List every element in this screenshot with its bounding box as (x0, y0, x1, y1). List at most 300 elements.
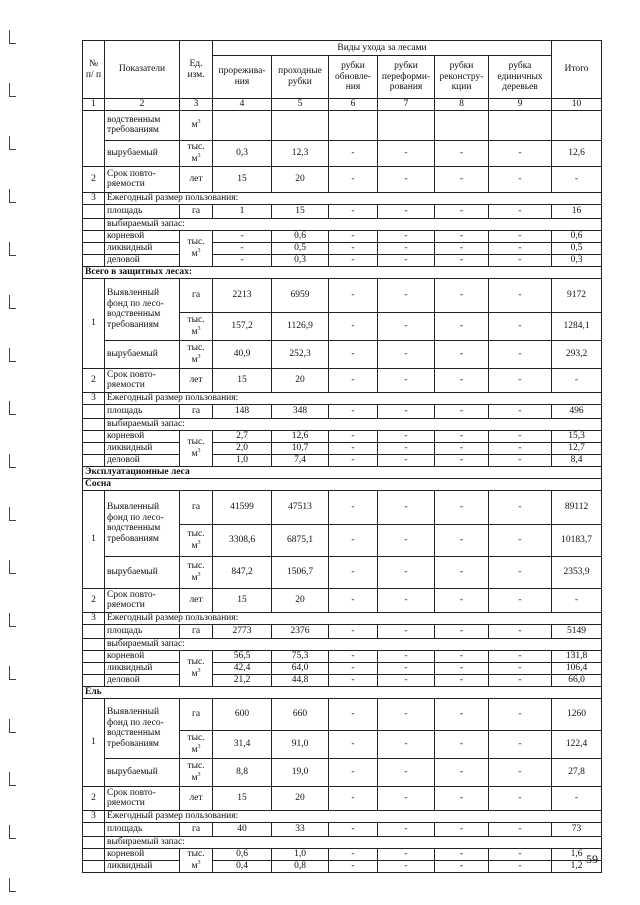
value-cell: - (489, 524, 552, 556)
empty-cell (83, 254, 105, 266)
section-title: Всего в защитных лесах: (83, 266, 602, 278)
binding-tick (9, 825, 16, 839)
value-cell: - (435, 556, 489, 588)
unit-text: тыс. м (187, 141, 205, 164)
unit-superscript: 3 (197, 325, 201, 332)
unit-cell: лет (180, 166, 213, 192)
value-cell: - (435, 662, 489, 674)
row-number: 2 (83, 588, 105, 612)
unit-superscript: 3 (197, 152, 201, 159)
value-cell: - (329, 442, 378, 454)
annual-usage-row (83, 392, 602, 404)
fund-row (83, 698, 602, 730)
unit-cell: лет (180, 588, 213, 612)
empty-cell (83, 430, 105, 442)
stock-label: выбираемый запас: (105, 218, 602, 230)
index-cell: 6 (329, 99, 378, 111)
total-cell: 89112 (552, 490, 602, 524)
total-cell: 5149 (552, 624, 602, 638)
value-cell: - (378, 624, 435, 638)
value-cell: - (378, 404, 435, 418)
indicator-label: площадь (105, 822, 180, 836)
value-cell: - (489, 254, 552, 266)
value-cell: 8,8 (213, 758, 272, 786)
row-number: 1 (83, 490, 105, 588)
unit-superscript: 3 (197, 771, 201, 778)
empty-cell (83, 848, 105, 860)
index-cell: 10 (552, 99, 602, 111)
total-cell: - (552, 588, 602, 612)
value-cell: - (489, 822, 552, 836)
unit-text: тыс. м (187, 760, 205, 783)
value-cell: - (329, 242, 378, 254)
volume-row (83, 662, 602, 674)
indicator-label: Срок повто-ряемости (105, 368, 180, 392)
binding-tick (9, 507, 16, 521)
unit-cell: лет (180, 786, 213, 810)
value-cell: - (329, 758, 378, 786)
value-cell: - (378, 588, 435, 612)
indicator-label: ликвидный (105, 860, 180, 872)
col-unit-header: Ед. изм. (180, 41, 213, 99)
value-cell: 12,3 (272, 140, 329, 166)
total-cell: 1260 (552, 698, 602, 730)
binding-tick (9, 189, 16, 203)
value-cell: - (329, 278, 378, 312)
binding-tick (9, 878, 16, 892)
value-cell: - (378, 758, 435, 786)
unit-cell (180, 430, 213, 466)
row-number (83, 110, 105, 166)
value-cell: - (329, 730, 378, 758)
indicator-label: Срок повто-ряемости (105, 588, 180, 612)
unit-superscript: 3 (197, 571, 201, 578)
value-cell: - (378, 650, 435, 662)
value-cell: - (435, 786, 489, 810)
unit-superscript: 3 (197, 247, 201, 254)
total-cell: 1,6 (552, 848, 602, 860)
indicator-row (83, 166, 602, 192)
unit-text: тыс. м (187, 848, 205, 871)
indicator-label: Выявленный фонд по лесо-водственным требованиям (105, 490, 180, 556)
value-cell: 42,4 (213, 662, 272, 674)
value-cell: - (435, 588, 489, 612)
indicator-label: корневой (105, 848, 180, 860)
volume-row (83, 674, 602, 686)
total-cell: 66,0 (552, 674, 602, 686)
row-number: 2 (83, 368, 105, 392)
stock-row (83, 218, 602, 230)
stock-row (83, 638, 602, 650)
value-cell: - (378, 140, 435, 166)
section-title: Сосна (83, 478, 602, 490)
index-cell: 1 (83, 99, 105, 111)
fund-row (83, 758, 602, 786)
value-cell: - (378, 674, 435, 686)
value-cell: - (378, 442, 435, 454)
fund-row (83, 340, 602, 368)
unit-text: тыс. м (187, 656, 205, 679)
value-cell: 31,4 (213, 730, 272, 758)
value-cell: - (435, 204, 489, 218)
binding-tick (9, 454, 16, 468)
value-cell: 2376 (272, 624, 329, 638)
value-cell: 47513 (272, 490, 329, 524)
area-row (83, 204, 602, 218)
value-cell: - (489, 490, 552, 524)
indicator-label: ликвидный (105, 242, 180, 254)
indicator-label: вырубаемый (105, 340, 180, 368)
value-cell: - (435, 758, 489, 786)
value-cell: - (329, 860, 378, 872)
value-cell: - (489, 662, 552, 674)
value-cell: - (378, 430, 435, 442)
binding-tick (9, 348, 16, 362)
value-cell: 1506,7 (272, 556, 329, 588)
total-cell: - (552, 786, 602, 810)
value-cell: - (489, 758, 552, 786)
unit-cell (180, 758, 213, 786)
index-cell: 4 (213, 99, 272, 111)
unit-text: тыс. м (187, 528, 205, 551)
value-cell: - (378, 368, 435, 392)
value-cell: 15 (213, 166, 272, 192)
value-cell: 20 (272, 588, 329, 612)
indicator-label: корневой (105, 230, 180, 242)
unit-cell: лет (180, 368, 213, 392)
value-cell: - (213, 230, 272, 242)
unit-cell (180, 650, 213, 686)
binding-tick (9, 295, 16, 309)
value-cell: 15 (213, 368, 272, 392)
total-cell: 1284,1 (552, 312, 602, 340)
annual-usage-label: Ежегодный размер пользования: (105, 810, 602, 822)
row-number: 3 (83, 392, 105, 404)
value-cell: - (378, 730, 435, 758)
value-cell: 40,9 (213, 340, 272, 368)
indicator-row (83, 110, 602, 140)
empty-cell (83, 404, 105, 418)
indicator-label: деловой (105, 254, 180, 266)
value-cell: 148 (213, 404, 272, 418)
value-cell: - (378, 786, 435, 810)
empty-cell (83, 674, 105, 686)
value-cell: - (489, 848, 552, 860)
value-cell: 2213 (213, 278, 272, 312)
unit-cell (180, 556, 213, 588)
value-cell: 0,3 (272, 254, 329, 266)
binding-tick (9, 136, 16, 150)
value-cell: - (435, 674, 489, 686)
value-cell: - (489, 674, 552, 686)
value-cell: - (435, 490, 489, 524)
value-cell: - (329, 254, 378, 266)
unit-cell: га (180, 204, 213, 218)
value-cell: - (489, 204, 552, 218)
value-cell: - (435, 848, 489, 860)
binding-tick (9, 83, 16, 97)
value-cell: 3308,6 (213, 524, 272, 556)
binding-tick (9, 401, 16, 415)
index-cell: 5 (272, 99, 329, 111)
indicator-label: вырубаемый (105, 140, 180, 166)
value-cell: - (435, 140, 489, 166)
row-number: 1 (83, 698, 105, 786)
value-cell: - (329, 674, 378, 686)
value-cell: - (435, 404, 489, 418)
area-row (83, 404, 602, 418)
value-cell: - (329, 140, 378, 166)
value-cell: 7,4 (272, 454, 329, 466)
unit-cell (180, 312, 213, 340)
value-cell: - (378, 340, 435, 368)
value-cell: - (489, 624, 552, 638)
value-cell: - (489, 368, 552, 392)
value-cell: - (378, 524, 435, 556)
volume-row (83, 848, 602, 860)
row-number: 3 (83, 612, 105, 624)
value-cell: - (489, 556, 552, 588)
col-total-header: Итого (552, 41, 602, 99)
value-cell: - (435, 730, 489, 758)
value-cell: - (435, 230, 489, 242)
unit-superscript: 3 (197, 353, 201, 360)
unit-superscript: 3 (197, 667, 201, 674)
unit-cell (180, 110, 213, 140)
value-cell: - (329, 698, 378, 730)
unit-cell (180, 140, 213, 166)
empty-cell (83, 650, 105, 662)
value-cell: - (329, 662, 378, 674)
indicator-label: Срок повто-ряемости (105, 786, 180, 810)
value-cell: 20 (272, 368, 329, 392)
table-body (83, 99, 602, 873)
indicator-label: Срок повто-ряемости (105, 166, 180, 192)
value-cell: 847,2 (213, 556, 272, 588)
value-cell: 0,6 (213, 848, 272, 860)
value-cell: - (489, 730, 552, 758)
value-cell: - (329, 624, 378, 638)
value-cell: 1126,9 (272, 312, 329, 340)
unit-text: тыс. м (187, 314, 205, 337)
value-cell: - (489, 442, 552, 454)
indicator-label: Выявленный фонд по лесо-водственным требованиям (105, 278, 180, 340)
col-reconstruction-header: рубки реконстру-кции (435, 56, 489, 99)
col-reformation-header: рубки переформи-рования (378, 56, 435, 99)
empty-cell (83, 822, 105, 836)
indicator-label: ликвидный (105, 442, 180, 454)
value-cell: - (329, 490, 378, 524)
total-cell: 8,4 (552, 454, 602, 466)
value-cell: - (329, 556, 378, 588)
value-cell: - (329, 848, 378, 860)
value-cell: 20 (272, 166, 329, 192)
value-cell: 20 (272, 786, 329, 810)
total-cell: 0,3 (552, 254, 602, 266)
value-cell: - (489, 242, 552, 254)
value-cell (435, 110, 489, 140)
unit-text: тыс. м (187, 342, 205, 365)
value-cell: 348 (272, 404, 329, 418)
value-cell: - (435, 312, 489, 340)
total-cell: - (552, 166, 602, 192)
stock-label: выбираемый запас: (105, 638, 602, 650)
empty-cell (83, 442, 105, 454)
indicator-label: деловой (105, 454, 180, 466)
value-cell: - (329, 166, 378, 192)
value-cell: - (213, 254, 272, 266)
value-cell: 0,6 (272, 230, 329, 242)
value-cell: 19,0 (272, 758, 329, 786)
value-cell: - (489, 404, 552, 418)
empty-cell (83, 242, 105, 254)
row-number: 3 (83, 192, 105, 204)
col-passage-header: проходные рубки (272, 56, 329, 99)
value-cell: - (489, 312, 552, 340)
value-cell: 21,2 (213, 674, 272, 686)
value-cell: - (435, 524, 489, 556)
value-cell: - (329, 588, 378, 612)
volume-row (83, 442, 602, 454)
value-cell: - (489, 588, 552, 612)
value-cell: 252,3 (272, 340, 329, 368)
value-cell: - (378, 698, 435, 730)
total-cell: 10183,7 (552, 524, 602, 556)
column-index-row (83, 99, 602, 111)
value-cell: 6959 (272, 278, 329, 312)
indicator-label: ликвидный (105, 662, 180, 674)
value-cell: - (329, 650, 378, 662)
value-cell: 1 (213, 204, 272, 218)
indicator-label: вырубаемый (105, 556, 180, 588)
unit-cell (180, 230, 213, 266)
value-cell: 44,8 (272, 674, 329, 686)
unit-text: тыс. м (187, 236, 205, 259)
value-cell: - (329, 204, 378, 218)
value-cell: 75,3 (272, 650, 329, 662)
col-renewal-header: рубки обновле-ния (329, 56, 378, 99)
empty-cell (83, 418, 105, 430)
binding-tick (9, 560, 16, 574)
total-cell: 12,6 (552, 140, 602, 166)
value-cell: 33 (272, 822, 329, 836)
value-cell: 64,0 (272, 662, 329, 674)
indicator-label: водственным требованиям (105, 110, 180, 140)
unit-cell: га (180, 278, 213, 312)
unit-cell: га (180, 698, 213, 730)
area-row (83, 624, 602, 638)
total-cell: 73 (552, 822, 602, 836)
value-cell: - (378, 278, 435, 312)
value-cell: - (378, 312, 435, 340)
value-cell: - (378, 556, 435, 588)
row-number: 2 (83, 166, 105, 192)
index-cell: 2 (105, 99, 180, 111)
index-cell: 7 (378, 99, 435, 111)
value-cell: - (378, 490, 435, 524)
value-cell: - (435, 454, 489, 466)
stock-label: выбираемый запас: (105, 836, 602, 848)
volume-row (83, 430, 602, 442)
unit-superscript: 3 (197, 743, 201, 750)
total-cell: 12,7 (552, 442, 602, 454)
total-cell: 122,4 (552, 730, 602, 758)
total-cell: 106,4 (552, 662, 602, 674)
unit-superscript: 3 (197, 539, 201, 546)
value-cell: - (329, 312, 378, 340)
value-cell: - (489, 340, 552, 368)
annual-usage-row (83, 810, 602, 822)
empty-cell (83, 204, 105, 218)
value-cell (213, 110, 272, 140)
row-number: 3 (83, 810, 105, 822)
col-single-trees-header: рубка единичных деревьев (489, 56, 552, 99)
total-cell: 131,8 (552, 650, 602, 662)
value-cell (489, 110, 552, 140)
value-cell: - (435, 822, 489, 836)
value-cell: - (489, 698, 552, 730)
value-cell: - (489, 230, 552, 242)
empty-cell (83, 638, 105, 650)
forest-care-table (82, 40, 602, 873)
total-cell: 15,3 (552, 430, 602, 442)
unit-cell: га (180, 404, 213, 418)
col-num-header: № п/ п (83, 41, 105, 99)
unit-superscript: 3 (197, 447, 201, 454)
value-cell: - (378, 242, 435, 254)
value-cell: 15 (272, 204, 329, 218)
value-cell: - (489, 140, 552, 166)
value-cell: 1,0 (213, 454, 272, 466)
total-cell: 293,2 (552, 340, 602, 368)
value-cell: - (329, 368, 378, 392)
value-cell: 2,0 (213, 442, 272, 454)
section-row (83, 266, 602, 278)
indicator-label: площадь (105, 404, 180, 418)
stock-row (83, 836, 602, 848)
unit-cell: га (180, 624, 213, 638)
value-cell: 0,4 (213, 860, 272, 872)
index-cell: 8 (435, 99, 489, 111)
value-cell: - (489, 166, 552, 192)
value-cell: 0,8 (272, 860, 329, 872)
unit-text: тыс. м (187, 436, 205, 459)
indicator-label: корневой (105, 650, 180, 662)
value-cell: 157,2 (213, 312, 272, 340)
value-cell: - (329, 230, 378, 242)
stock-label: выбираемый запас: (105, 418, 602, 430)
volume-row (83, 254, 602, 266)
row-number: 1 (83, 278, 105, 368)
value-cell: 41599 (213, 490, 272, 524)
volume-row (83, 454, 602, 466)
empty-cell (83, 454, 105, 466)
value-cell: - (329, 430, 378, 442)
annual-usage-label: Ежегодный размер пользования: (105, 192, 602, 204)
total-cell: 0,6 (552, 230, 602, 242)
value-cell: - (435, 624, 489, 638)
value-cell: - (329, 822, 378, 836)
fund-row (83, 490, 602, 524)
indicator-label: Выявленный фонд по лесо-водственным требованиям (105, 698, 180, 758)
stock-row (83, 418, 602, 430)
total-cell: 496 (552, 404, 602, 418)
value-cell: - (435, 860, 489, 872)
annual-usage-label: Ежегодный размер пользования: (105, 612, 602, 624)
col-indicator-header: Показатели (105, 41, 180, 99)
indicator-label: площадь (105, 624, 180, 638)
value-cell: - (435, 698, 489, 730)
